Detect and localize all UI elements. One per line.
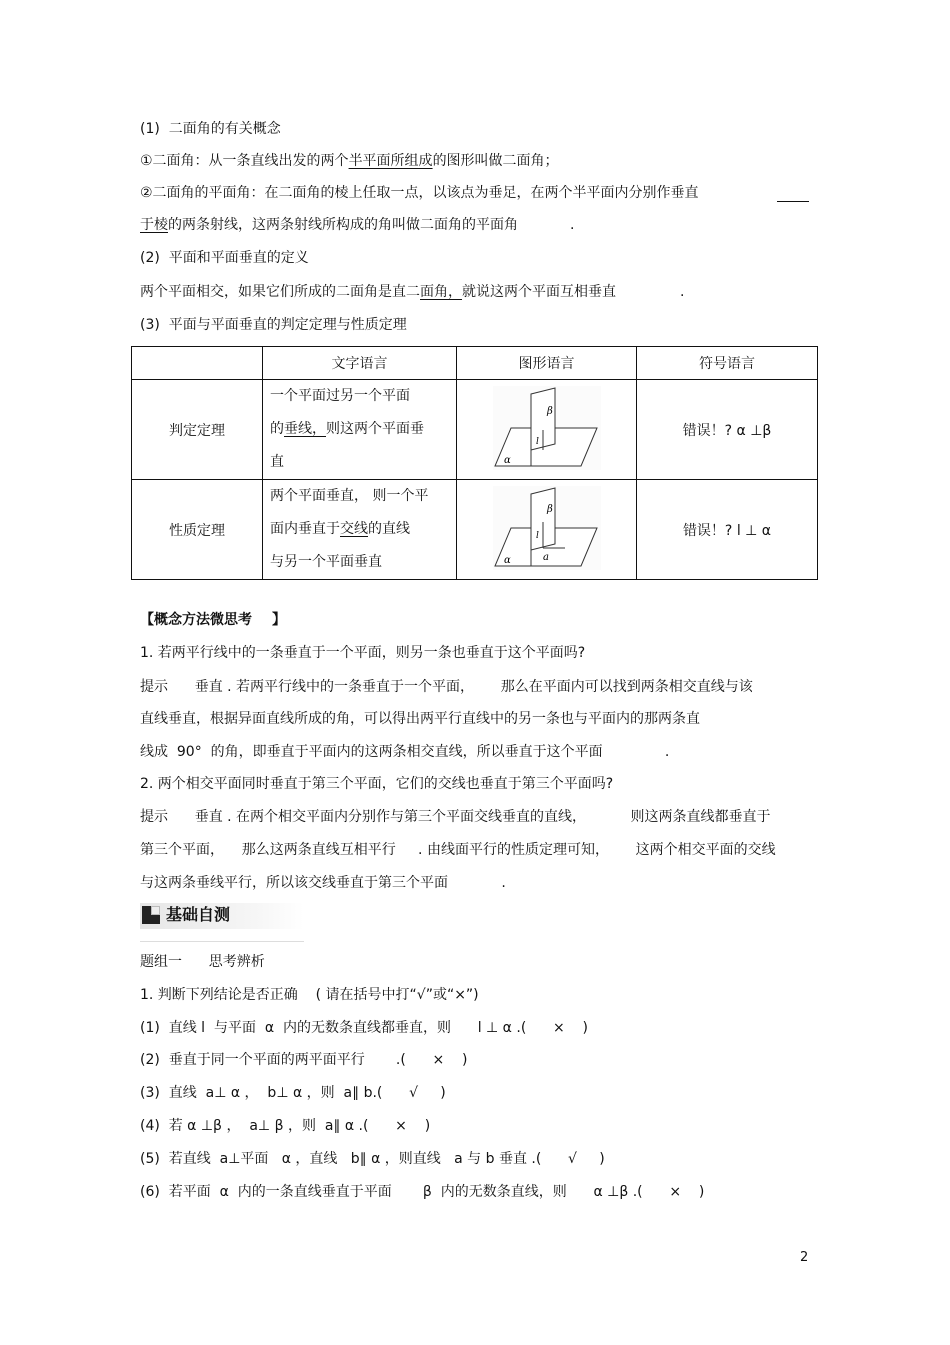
theorem-text: 两个平面垂直， 则一个平 面内垂直于交线的直线 与另一个平面垂直 — [263, 480, 457, 580]
section-1-heading: (1) 二面角的有关概念 — [140, 121, 281, 137]
alpha-label: α — [503, 554, 511, 566]
beta-label: β — [546, 503, 553, 515]
page-number: 2 — [800, 1250, 809, 1265]
section-title: 基础自测 — [166, 905, 231, 924]
think-question-2: 2. 两个相交平面同时垂直于第三个平面，它们的交线也垂直于第三个平面吗? — [140, 776, 614, 792]
theorem-symbol: 错误！? l ⊥ α — [637, 480, 818, 580]
answer-underline — [777, 201, 809, 202]
table-row — [132, 380, 818, 480]
underlined-answer: 于棱 — [140, 217, 168, 233]
think-answer-1-line-2: 直线垂直，根据异面直线所成的角，可以得出两平行直线中的另一条也与平面内的那两条直 — [140, 711, 700, 727]
beta-label: β — [546, 405, 553, 417]
think-answer-1-line-1: 提示 垂直 . 若两平行线中的一条垂直于一个平面， 那么在平面内可以找到两条相交直线与该 — [140, 679, 753, 695]
underlined-answer: 面角， — [420, 284, 462, 300]
section-1-line-2: ②二面角的平面角：在二面角的棱上任取一点，以该点为垂足，在两个半平面内分别作垂直 — [140, 185, 699, 201]
table-header: 文字语言 — [263, 347, 457, 380]
section-2-line: 两个平面相交，如果它们所成的二面角是直二面角，就说这两个平面互相垂直 . — [140, 284, 685, 300]
think-title: 【概念方法微思考 】 — [140, 612, 286, 628]
line-label: l — [535, 530, 539, 541]
question-item: (5) 若直线 a⊥平面 α ，直线 b∥ α ，则直线 a 与 b 垂直 .( √ ) — [140, 1151, 605, 1167]
think-answer-2-line-1: 提示 垂直 . 在两个相交平面内分别作与第三个平面交线垂直的直线， 则这两条直线都垂直于 — [140, 809, 771, 825]
section-square-icon — [142, 906, 160, 924]
table-header: 符号语言 — [637, 347, 818, 380]
table-header-row — [132, 347, 818, 380]
question-item: (3) 直线 a⊥ α ， b⊥ α ，则 a∥ b.( √ ) — [140, 1085, 446, 1101]
think-answer-2-line-2: 第三个平面， 那么这两条直线互相平行 . 由线面平行的性质定理可知， 这两个相交平面的交线 — [140, 842, 776, 858]
theorem-figure — [457, 480, 637, 580]
theorem-text: 一个平面过另一个平面 的垂线，则这两个平面垂 直 — [263, 380, 457, 480]
theorem-symbol: 错误！? α ⊥β — [637, 380, 818, 480]
table-row — [132, 480, 818, 580]
think-question-1: 1. 若两平行线中的一条垂直于一个平面，则另一条也垂直于这个平面吗? — [140, 645, 586, 661]
section-2-heading: (2) 平面和平面垂直的定义 — [140, 250, 309, 266]
underlined-answer: 半平面所组成 — [348, 153, 433, 169]
line-label: l — [535, 436, 539, 447]
section-3-heading: (3) 平面与平面垂直的判定定理与性质定理 — [140, 317, 407, 333]
think-answer-1-line-3: 线成 90° 的角，即垂直于平面内的这两条相交直线，所以垂直于这个平面 . — [140, 744, 670, 760]
question-item: (2) 垂直于同一个平面的两平面平行 .( × ) — [140, 1052, 468, 1068]
theorem-figure — [457, 380, 637, 480]
alpha-label: α — [503, 454, 511, 466]
question-item: (1) 直线 l 与平面 α 内的无数条直线都垂直，则 l ⊥ α .( × ) — [140, 1020, 588, 1036]
table-header — [132, 347, 263, 380]
think-answer-2-line-3: 与这两条垂线平行，所以该交线垂直于第三个平面 . — [140, 875, 506, 891]
section-1-line-3: 于棱的两条射线，这两条射线所构成的角叫做二面角的平面角 . — [140, 217, 575, 233]
group-title: 题组一 思考辨析 — [140, 954, 265, 970]
section-1-line-1: ①二面角：从一条直线出发的两个半平面所组成的图形叫做二面角； — [140, 153, 559, 169]
theorem-name: 性质定理 — [132, 480, 263, 580]
perpendicular-planes-figure — [493, 486, 601, 570]
section-banner — [140, 903, 304, 939]
question-item: (6) 若平面 α 内的一条直线垂直于平面 β 内的无数条直线，则 α ⊥β .( × ) — [140, 1184, 705, 1200]
question-item: (4) 若 α ⊥β ， a⊥ β ，则 a∥ α .( × ) — [140, 1118, 431, 1134]
perpendicular-planes-figure — [493, 386, 601, 470]
table-header: 图形语言 — [457, 347, 637, 380]
theorem-name: 判定定理 — [132, 380, 263, 480]
question-intro: 1. 判断下列结论是否正确 ( 请在括号中打“√”或“×”) — [140, 987, 479, 1003]
theorem-table — [131, 346, 818, 580]
a-label: a — [542, 551, 549, 563]
